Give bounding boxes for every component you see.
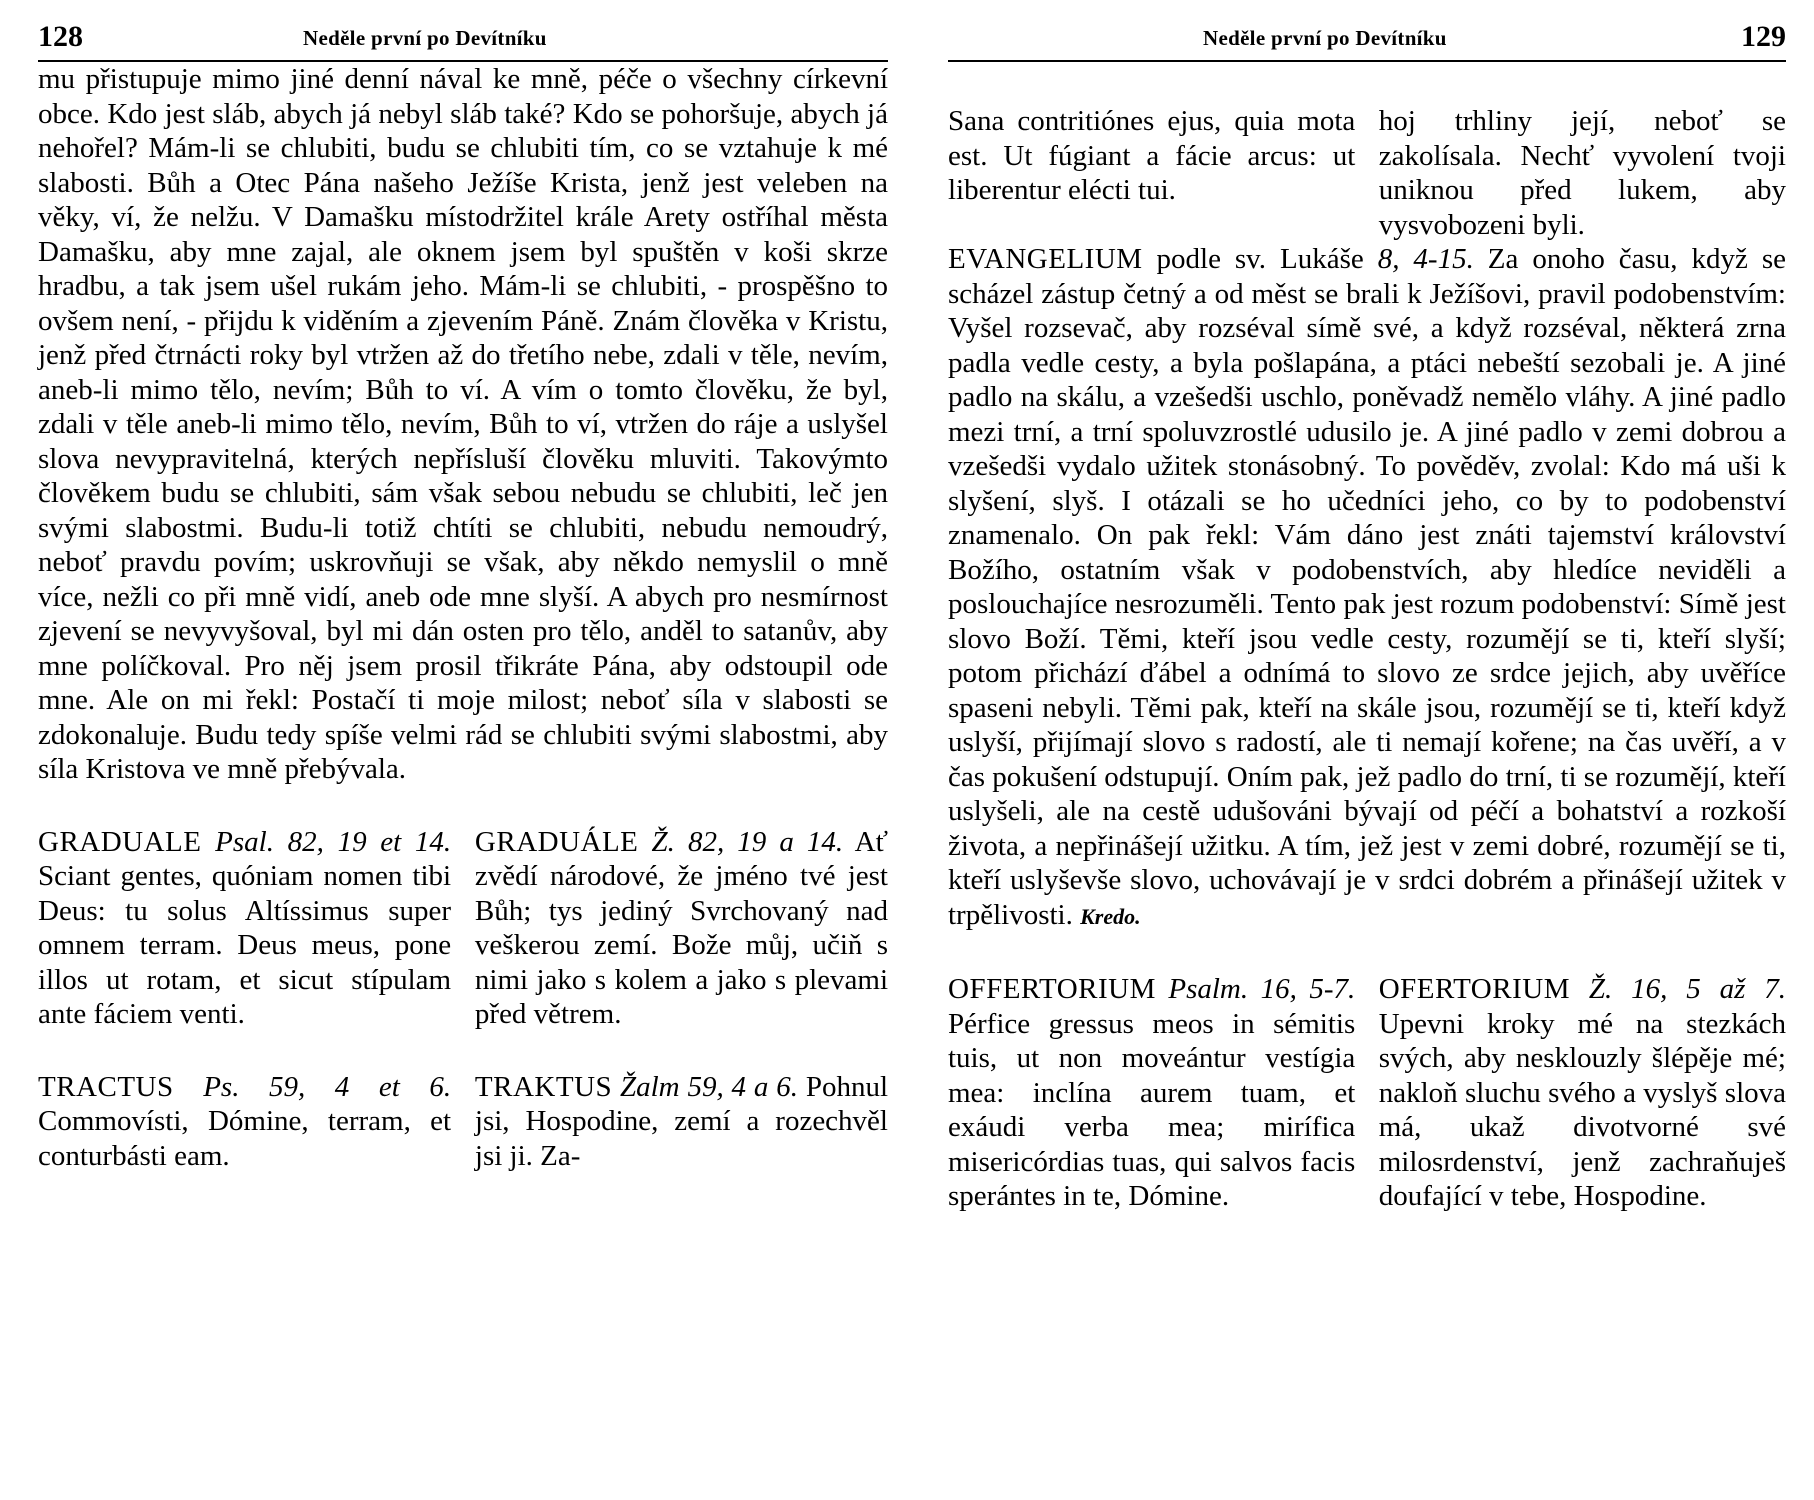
section-heading: EVANGELIUM — [948, 243, 1143, 275]
section-text: Pohnul jsi, Hospodine, zemí a rozechvěl jsi ji. Za- — [474, 1070, 888, 1172]
section-text: Ať zvědí národové, že jméno tvé jest Bůh; tys jediný Svrchovaný nad veškerou zemí. Bože můj, učiň s nimi jako s kolem a jako s plevami před větrem. — [474, 825, 888, 1030]
tractus-section — [38, 1070, 888, 1174]
left-page-header — [38, 20, 888, 62]
tractus-czech — [475, 1070, 888, 1174]
offertorium-section — [948, 972, 1786, 1214]
tractus-latin-continued: Sana contritiónes ejus, quia mota est. Ut fúgiant a fácie arcus: ut liberentur elécti tui. — [948, 105, 1356, 206]
offertorium-latin — [948, 972, 1355, 1214]
graduale-latin — [38, 825, 451, 1032]
right-page — [948, 20, 1786, 1470]
running-head: Neděle první po Devítníku — [303, 26, 547, 50]
section-text: Upevni kroky mé na stezkách svých, aby nesklouzly šlépěje mé; nakloň sluchu svého a vyslyš slova má, ukaž divotvorné své milosrdenství, jenž zachraňuješ doufající v tebe, Hospodine. — [1378, 1007, 1786, 1212]
page-number: 128 — [38, 20, 83, 53]
section-reference: Ž. 82, 19 a 14. — [651, 825, 844, 858]
credo-rubric: Kredo. — [1080, 903, 1141, 929]
section-heading: OFERTORIUM — [1378, 973, 1570, 1005]
section-reference: 8, 4-15. — [1377, 243, 1474, 275]
section-heading: TRACTUS — [38, 1070, 174, 1103]
graduale-section — [38, 825, 888, 1032]
section-reference: Ps. 59, 4 et 6. — [203, 1070, 452, 1103]
epistle-text: mu přistupuje mimo jiné denní nával ke mně, péče o všechny církevní obce. Kdo jest sláb, abych já nebyl sláb také? Kdo se pohoršuje, abych já nehořel? Mám-li se chlubiti, budu se chlubiti tím, co se vztahuje k mé slabosti. Bůh a Otec Pána našeho Ježíše Krista, jenž jest veleben na věky, ví, že nelžu. V Damašku místodržitel krále Arety ostříhal města Damašku, aby mne zajal, ale oknem jsem byl spuštěn v koši skrze hradbu, a tak jsem ušel rukám jeho. Mám-li se chlubiti, - prospěšno to ovšem není, - přijdu k viděním a zjevením Páně. Znám člověka v Kristu, jenž před čtrnácti roky byl vtržen až do třetího nebe, zdali v těle, nevím, aneb-li mimo tělo, nevím; Bůh to ví. A vím o tomto člověku, že byl, zdali v těle aneb-li mimo tělo, nevím, Bůh to ví, vtržen do ráje a uslyšel slova nevypravitelná, kterých nepřísluší člověku mluviti. Takovýmto člověkem budu se chlubiti, sám však sebou nebudu se chlubiti, leč jen svými slabostmi. Budu-li totiž chtíti se chlubiti, nebudu nemoudrý, neboť pravdu povím; uskrovňuji se však, aby někdo nemyslil o mně více, nežli co při mně vidí, aneb ode mne slyší. A abych pro nesmírnost zjevení se nevyvyšoval, byl mi dán osten pro tělo, anděl to satanův, aby mne políčkoval. Pro něj jsem prosil třikráte Pána, aby odstoupil ode mne. Ale on mi řekl: Postačí ti moje milost; neboť síla v slabosti se zdokonaluje. Budu tedy spíše velmi rád se chlubiti svými slabostmi, aby síla Kristova ve mně přebývala. — [38, 63, 888, 785]
graduale-czech — [475, 825, 888, 1032]
section-reference: Psalm. 16, 5-7. — [1168, 973, 1356, 1005]
section-heading: OFFERTORIUM — [948, 973, 1156, 1005]
evangelium-section — [948, 242, 1786, 934]
section-heading: TRAKTUS — [474, 1070, 613, 1103]
section-heading: GRADUÁLE — [474, 825, 639, 858]
section-text: Commovísti, Dómine, terram, et conturbásti eam. — [38, 1105, 452, 1172]
left-page — [38, 20, 888, 1470]
section-reference: Ž. 16, 5 až 7. — [1588, 973, 1786, 1005]
running-head: Neděle první po Devítníku — [1203, 26, 1447, 50]
right-page-header — [948, 20, 1786, 62]
section-reference: Psal. 82, 19 et 14. — [215, 825, 452, 858]
page-number: 129 — [1741, 20, 1786, 53]
section-reference: Žalm 59, 4 a 6. — [619, 1070, 798, 1103]
offertorium-czech — [1379, 972, 1786, 1214]
section-heading: GRADUALE — [38, 825, 202, 858]
tractus-czech-continued: hoj trhliny její, neboť se zakolísala. Nechť vyvolení tvoji uniknou před lukem, aby vysvobozeni byli. — [1378, 105, 1786, 241]
evangelium-text: Za onoho času, když se scházel zástup četný a od měst se brali k Ježíšovi, pravil podobenstvím: Vyšel rozsevač, aby rozséval símě své, a když rozséval, některá zrna padla vedle cesty, a byla pošlapána, a ptáci nebeští sezobali je. A jiné padlo na skálu, a vzešedši uschlo, poněvadž nemělo vláhy. A jiné padlo mezi trní, a trní spoluvzrostlé udusilo je. A jiné padlo v zemi dobrou a vzešedši vydalo užitek stonásobný. To pověděv, zvolal: Kdo má uši k slyšení, slyš. I otázali se ho učedníci jeho, co by to podobenství znamenalo. On pak řekl: Vám dáno jest znáti tajemství království Božího, ostatním však v podobenstvích, aby hledíce neviděli a poslouchajíce nesrozuměli. Tento pak jest rozum podobenství: Símě jest slovo Boží. Těmi, kteří jsou vedle cesty, rozumějí se ti, kteří slyší; potom přichází ďábel a odnímá to slovo ze srdce jejich, aby uvěříce spaseni nebyli. Těmi pak, kteří na skále jsou, rozumějí se ti, kteří když uslyší, přijímají slovo s radostí, ale ti nemají kořene; na čas uvěří, a v čas pokušení odstupují. Oním pak, jež padlo do trní, ti se rozumějí, kteří uslyšeli, ale na cestě udušováni bývají od péčí a bohatství a rozkoší života, a nepřinášejí užitku. A tím, jež jest v zemi dobré, rozumějí se ti, kteří uslyševše slovo, uchovávají je v srdci dobrém a přinášejí užitek v trpělivosti. — [948, 243, 1786, 931]
evangelium-intro: podle sv. Lukáše — [1156, 243, 1364, 275]
section-text: Pérfice gressus meos in sémitis tuis, ut non moveántur vestígia mea: inclína aurem tuam, et exáudi verba mea; mirífica misericórdias tuas, qui salvos facis sperántes in te, Dómine. — [948, 1007, 1356, 1212]
section-text: Sciant gentes, quóniam nomen tibi Deus: tu solus Altíssimus super omnem terram. Deus meus, pone illos ut rotam, et sicut stípulam ante fáciem venti. — [38, 860, 452, 1030]
tractus-latin — [38, 1070, 451, 1174]
tractus-continuation — [948, 104, 1786, 242]
